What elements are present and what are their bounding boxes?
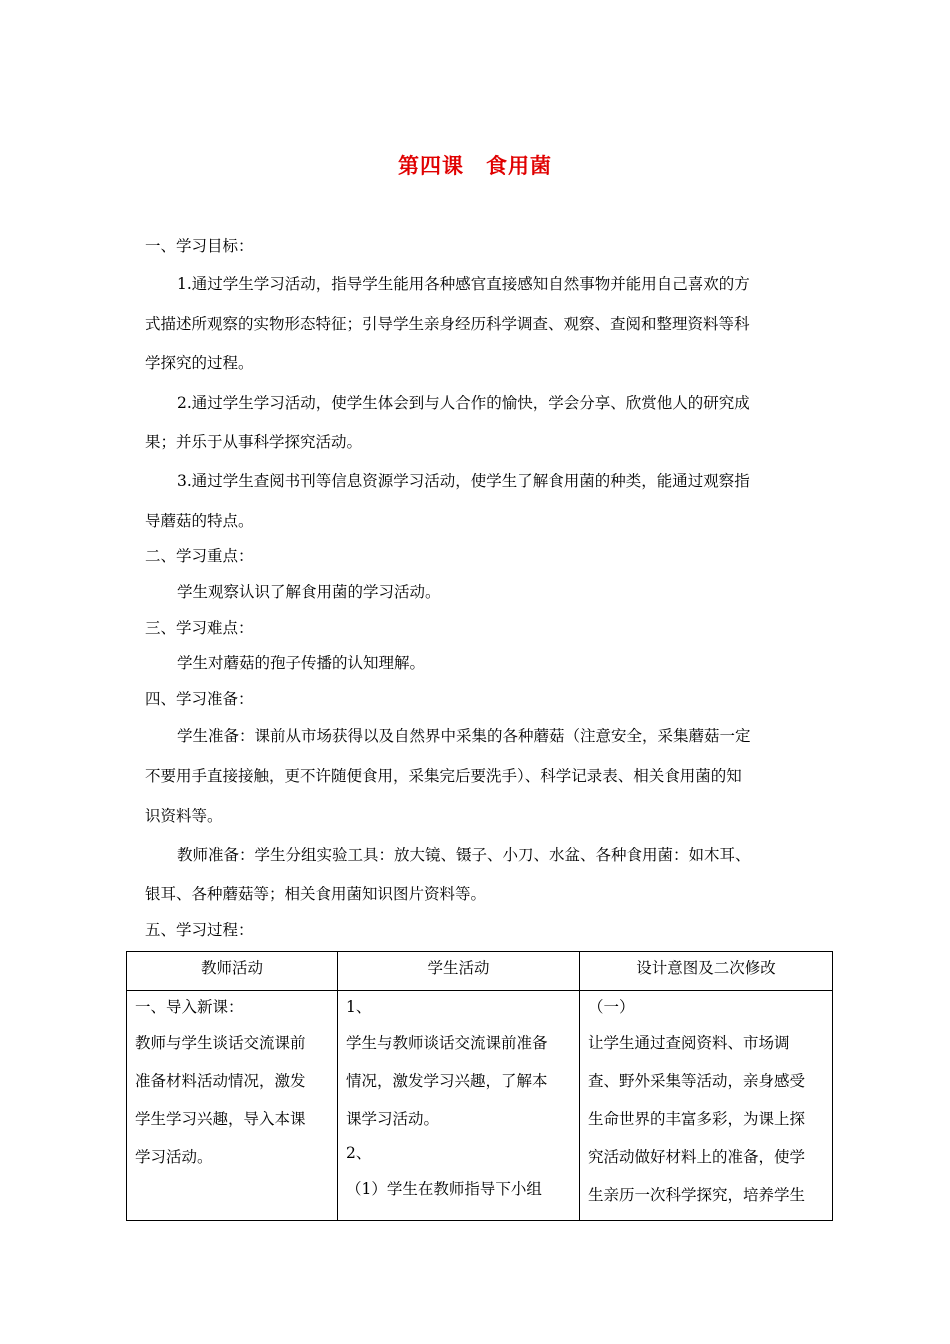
design-line: 生亲历一次科学探究，培养学生 bbox=[588, 1186, 806, 1204]
goal-3-line-2: 导蘑菇的特点。 bbox=[145, 512, 254, 530]
design-line: 查、野外采集等活动，亲身感受 bbox=[588, 1072, 806, 1090]
student-activity-cell bbox=[338, 991, 580, 1221]
header-teacher: 教师活动 bbox=[127, 952, 338, 991]
goal-1-line-1: 1.通过学生学习活动，指导学生能用各种感官直接感知自然事物并能用自己喜欢的方 bbox=[177, 275, 750, 293]
student-line: 2、 bbox=[346, 1144, 372, 1162]
student-line: 课学习活动。 bbox=[346, 1110, 440, 1128]
teacher-activity-cell bbox=[127, 991, 338, 1221]
process-table bbox=[126, 951, 833, 1221]
goal-1-line-2: 式描述所观察的实物形态特征；引导学生亲身经历科学调查、观察、查阅和整理资料等科 bbox=[145, 315, 750, 333]
design-line: 生命世界的丰富多彩，为课上探 bbox=[588, 1110, 806, 1128]
student-line: 1、 bbox=[346, 998, 372, 1016]
process-heading: 五、学习过程： bbox=[145, 921, 254, 939]
student-prep-line-1: 学生准备：课前从市场获得以及自然界中采集的各种蘑菇（注意安全，采集蘑菇一定 bbox=[177, 727, 751, 745]
key-points-heading: 二、学习重点： bbox=[145, 547, 254, 565]
goal-2-line-1: 2.通过学生学习活动，使学生体会到与人合作的愉快，学会分享、欣赏他人的研究成 bbox=[177, 394, 750, 412]
student-prep-line-3: 识资料等。 bbox=[145, 807, 223, 825]
design-line: （一） bbox=[588, 998, 635, 1016]
table-row bbox=[127, 991, 833, 1221]
teacher-line: 学生学习兴趣，导入本课 bbox=[135, 1110, 306, 1128]
design-line: 究活动做好材料上的准备，使学 bbox=[588, 1148, 806, 1166]
goal-3-line-1: 3.通过学生查阅书刊等信息资源学习活动，使学生了解食用菌的种类，能通过观察指 bbox=[177, 472, 750, 490]
teacher-prep-line-1: 教师准备：学生分组实验工具：放大镜、镊子、小刀、水盆、各种食用菌：如木耳、 bbox=[177, 846, 751, 864]
table-header-row bbox=[127, 952, 833, 991]
key-points-text: 学生观察认识了解食用菌的学习活动。 bbox=[177, 583, 441, 601]
goals-heading: 一、学习目标： bbox=[145, 237, 254, 255]
preparation-heading: 四、学习准备： bbox=[145, 690, 254, 708]
student-line: （1）学生在教师指导下小组 bbox=[346, 1180, 542, 1198]
student-prep-line-2: 不要用手直接接触，更不许随便食用，采集完后要洗手）、科学记录表、相关食用菌的知 bbox=[145, 767, 742, 785]
header-student: 学生活动 bbox=[338, 952, 580, 991]
goal-1-line-3: 学探究的过程。 bbox=[145, 354, 254, 372]
design-intent-cell bbox=[580, 991, 833, 1221]
page-title: 第四课 食用菌 bbox=[398, 154, 552, 178]
teacher-line: 教师与学生谈话交流课前 bbox=[135, 1034, 306, 1052]
difficulty-text: 学生对蘑菇的孢子传播的认知理解。 bbox=[177, 654, 426, 672]
design-line: 让学生通过查阅资料、市场调 bbox=[588, 1034, 790, 1052]
teacher-line: 一、导入新课： bbox=[135, 998, 244, 1016]
goal-2-line-2: 果；并乐于从事科学探究活动。 bbox=[145, 433, 363, 451]
difficulty-heading: 三、学习难点： bbox=[145, 619, 254, 637]
header-design: 设计意图及二次修改 bbox=[580, 952, 833, 991]
teacher-line: 学习活动。 bbox=[135, 1148, 213, 1166]
student-line: 学生与教师谈话交流课前准备 bbox=[346, 1034, 548, 1052]
teacher-prep-line-2: 银耳、各种蘑菇等；相关食用菌知识图片资料等。 bbox=[145, 885, 487, 903]
student-line: 情况，激发学习兴趣，了解本 bbox=[346, 1072, 548, 1090]
teacher-line: 准备材料活动情况，激发 bbox=[135, 1072, 306, 1090]
